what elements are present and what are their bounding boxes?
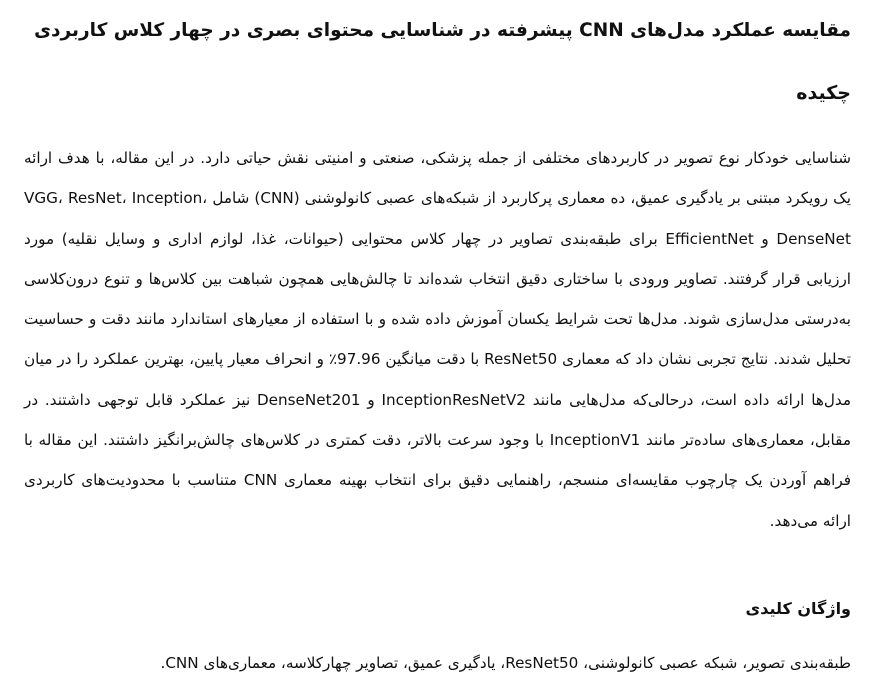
keywords-heading: واژگان کلیدی (745, 599, 851, 618)
abstract-heading: چکیده (796, 82, 851, 104)
abstract-body: شناسایی خودکار نوع تصویر در کاربردهای مختلفی از جمله پزشکی، صنعتی و امنیتی نقش حیاتی دارد. در این مقاله، با هدف ارائه یک رویکرد مبتنی بر یادگیری عمیق، ده معماری پرکاربرد از شبکه‌های عصبی کانولوشنی (CNN) شامل VGG، ResNet، Inception، DenseNet و EfficientNet برای طبقه‌بندی تصاویر در چهار کلاس محتوایی (حیوانات، غذا، لوازم اداری و وسایل نقلیه) مورد ارزیابی قرار گرفتند. تصاویر ورودی با ساختاری دقیق انتخاب شده‌اند تا چالش‌هایی همچون شباهت بین کلاس‌ها و تنوع درون‌کلاسی به‌درستی مدل‌سازی شوند. مدل‌ها تحت شرایط یکسان آموزش داده شده و با استفاده از معیارهای استاندارد مانند دقت و حساسیت تحلیل شدند. نتایج تجربی نشان داد که معماری ResNet50 با دقت میانگین 97.96٪ و انحراف معیار پایین، بهترین عملکرد را در میان مدل‌ها ارائه داده است، درحالی‌که مدل‌هایی مانند InceptionResNetV2 و DenseNet201 نیز عملکرد قابل توجهی داشتند. در مقابل، معماری‌های ساده‌تر مانند InceptionV1 با وجود سرعت بالاتر، دقت کمتری در کلاس‌های چالش‌برانگیز داشتند. این مقاله با فراهم آوردن یک چارچوب مقایسه‌ای منسجم، راهنمایی دقیق برای انتخاب بهینه معماری CNN متناسب با محدودیت‌های کاربردی ارائه می‌دهد. (24, 149, 852, 530)
keywords-list: طبقه‌بندی تصویر، شبکه عصبی کانولوشنی، ResNet50، یادگیری عمیق، تصاویر چهارکلاسه، معماری‌های CNN. (160, 654, 851, 672)
paper-title: مقایسه عملکرد مدل‌های CNN پیشرفته در شناسایی محتوای بصری در چهار کلاس کاربردی (34, 20, 851, 41)
